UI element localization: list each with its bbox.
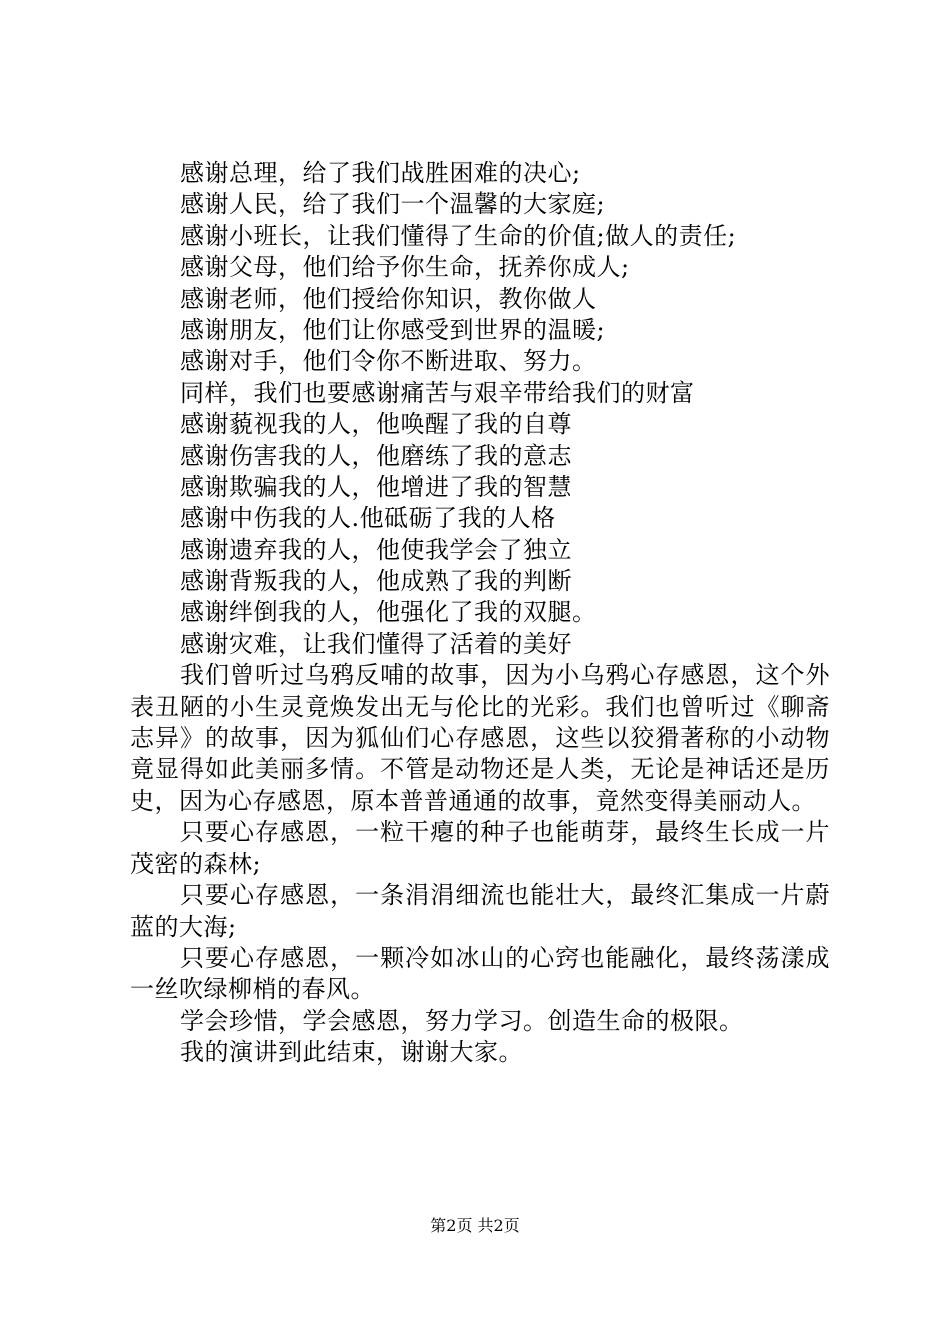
text-line: 感谢藐视我的人，他唤醒了我的自尊 xyxy=(180,410,572,439)
text-line: 感谢灾难，让我们懂得了活着的美好 xyxy=(180,629,572,658)
document-body xyxy=(130,158,830,1069)
paragraph: 我的演讲到此结束，谢谢大家。 xyxy=(180,1038,523,1067)
paragraph: 只要心存感恩，一条涓涓细流也能壮大，最终汇集成一片蔚蓝的大海; xyxy=(130,881,830,941)
text-line: 感谢人民，给了我们一个温馨的大家庭; xyxy=(180,190,606,219)
text-line: 同样，我们也要感谢痛苦与艰辛带给我们的财富 xyxy=(180,378,695,407)
text-line: 感谢背叛我的人，他成熟了我的判断 xyxy=(180,567,572,596)
text-line: 感谢绊倒我的人，他强化了我的双腿。 xyxy=(180,598,597,627)
text-line: 感谢中伤我的人.他砥砺了我的人格 xyxy=(180,504,556,533)
text-line: 感谢老师，他们授给你知识，教你做人 xyxy=(180,284,597,313)
paragraph: 只要心存感恩，一粒干瘪的种子也能萌芽，最终生长成一片茂密的森林; xyxy=(130,818,830,878)
paragraph: 只要心存感恩，一颗冷如冰山的心窍也能融化，最终荡漾成一丝吹绿柳梢的春风。 xyxy=(130,943,830,1004)
text-line: 感谢伤害我的人，他磨练了我的意志 xyxy=(180,441,572,470)
text-line: 感谢遗弃我的人，他使我学会了独立 xyxy=(180,535,572,564)
paragraph: 学会珍惜，学会感恩，努力学习。创造生命的极限。 xyxy=(180,1006,744,1035)
text-line: 感谢总理，给了我们战胜困难的决心; xyxy=(180,159,581,187)
text-line: 感谢父母，他们给予你生命，抚养你成人; xyxy=(180,253,630,282)
text-line: 感谢欺骗我的人，他增进了我的智慧 xyxy=(180,472,572,501)
paragraph: 我们曾听过乌鸦反哺的故事，因为小乌鸦心存感恩，这个外表丑陋的小生灵竟焕发出无与伦比的光彩。我们也曾听过《聊斋志异》的故事，因为狐仙们心存感恩，这些以狡猾著称的小动物竟显得如此美丽多情。不管是动物还是人类，无论是神话还是历史，因为心存感恩，原本普普通通的故事，竟然变得美丽动人。 xyxy=(130,661,830,815)
text-line: 感谢朋友，他们让你感受到世界的温暖; xyxy=(180,315,606,344)
text-line: 感谢小班长，让我们懂得了生命的价值;做人的责任; xyxy=(180,221,737,250)
page-footer: 第2页 共2页 xyxy=(430,1216,520,1235)
text-line: 感谢对手，他们令你不断进取、努力。 xyxy=(180,347,597,376)
